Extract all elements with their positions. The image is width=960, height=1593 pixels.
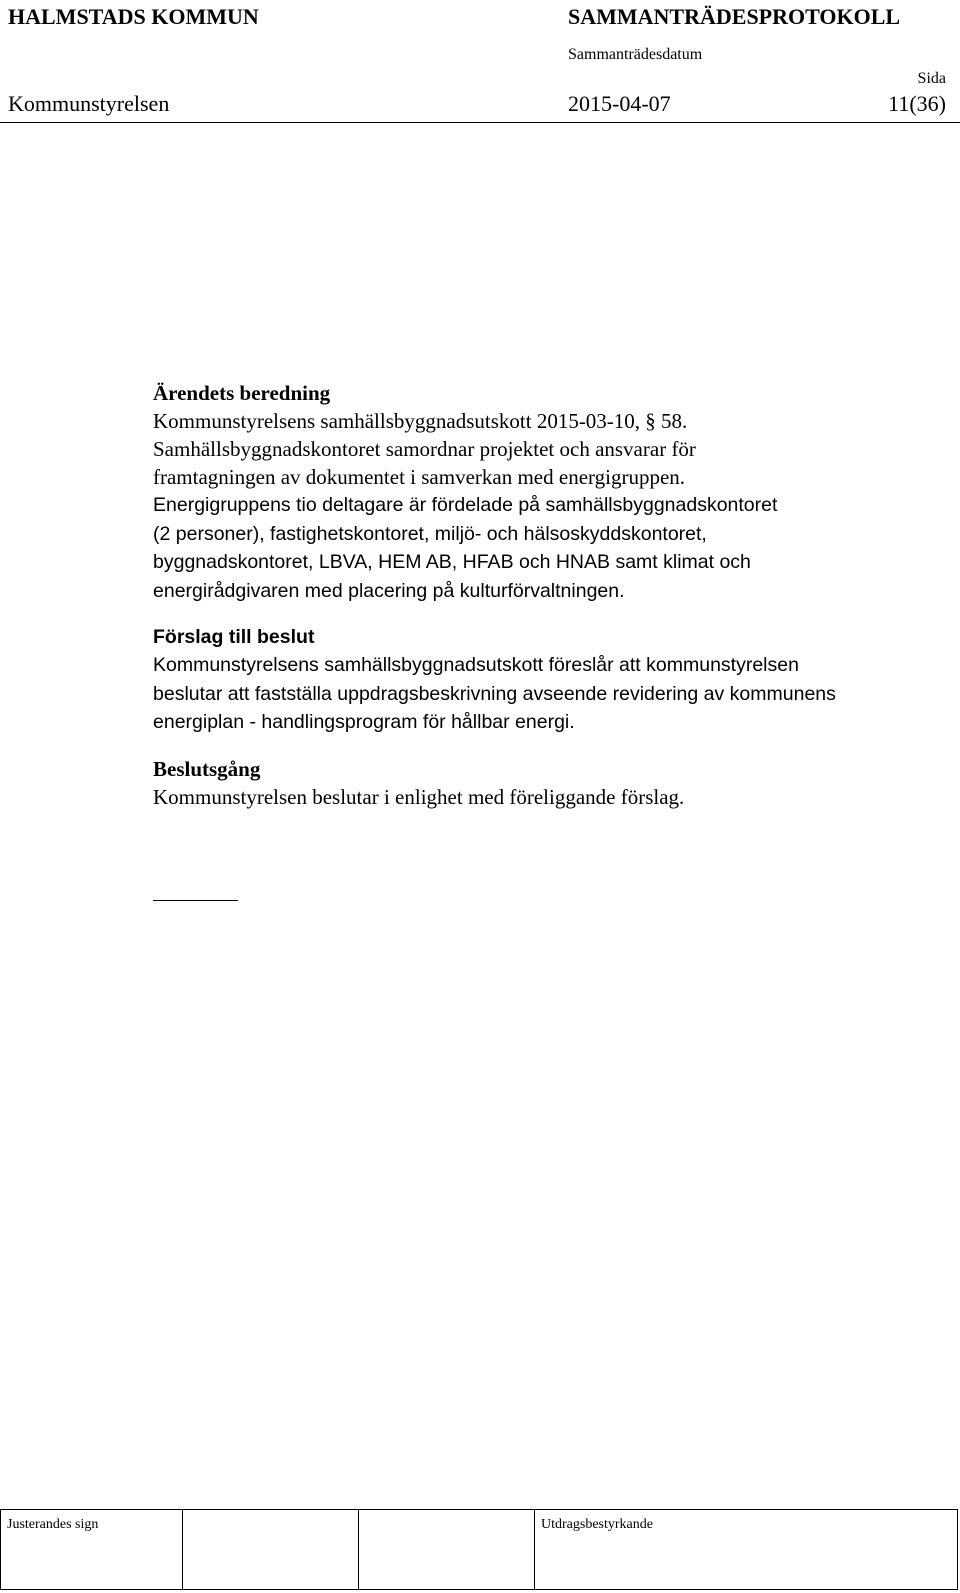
energy-group-line: energirådgivaren med placering på kulturförvaltningen. [153, 579, 625, 602]
proposal-section [153, 623, 953, 737]
extract-certification-cell [535, 1510, 957, 1589]
page-label: Sida [917, 70, 946, 87]
document-body [153, 379, 953, 811]
preparation-line: Kommunstyrelsens samhällsbyggnadsutskott 2015-03-10, § 58. [153, 409, 688, 433]
proposal-line: energiplan - handlingsprogram för hållbar energi. [153, 711, 575, 733]
signature-footer [0, 1509, 958, 1590]
header-divider [0, 122, 960, 123]
committee-name: Kommunstyrelsen [8, 91, 170, 116]
document-type: SAMMANTRÄDESPROTOKOLL [568, 4, 901, 29]
decision-heading: Beslutsgång [153, 756, 261, 781]
preparation-line: Samhällsbyggnadskontoret samordnar projektet och ansvarar för [153, 437, 696, 461]
preparation-heading: Ärendets beredning [153, 381, 331, 405]
extract-certification-label: Utdragsbestyrkande [541, 1517, 653, 1532]
decision-line: Kommunstyrelsen beslutar i enlighet med föreliggande förslag. [153, 784, 685, 809]
decision-section [153, 755, 953, 811]
preparation-section [153, 379, 953, 605]
signature-cell [183, 1510, 359, 1589]
adjuster-sign-cell [1, 1510, 183, 1589]
meeting-date-label: Sammanträdesdatum [568, 46, 703, 63]
proposal-line: beslutar att fastställa uppdragsbeskrivning avseende revidering av kommunens [153, 682, 836, 705]
proposal-line: Kommunstyrelsens samhällsbyggnadsutskott föreslår att kommunstyrelsen [153, 654, 799, 676]
preparation-line: framtagningen av dokumentet i samverkan med energigruppen. [153, 465, 686, 489]
signature-cell [359, 1510, 535, 1589]
section-end-rule [153, 900, 238, 901]
adjuster-sign-label: Justerandes sign [7, 1517, 99, 1532]
page-number: 11(36) [888, 91, 946, 116]
meeting-date: 2015-04-07 [568, 91, 671, 116]
proposal-heading: Förslag till beslut [153, 626, 315, 648]
energy-group-line: byggnadskontoret, LBVA, HEM AB, HFAB och HNAB samt klimat och [153, 551, 751, 573]
energy-group-line: (2 personer), fastighetskontoret, miljö- och hälsoskyddskontoret, [153, 522, 707, 545]
energy-group-line: Energigruppens tio deltagare är fördelade på samhällsbyggnadskontoret [153, 494, 778, 516]
organization-name: HALMSTADS KOMMUN [8, 4, 259, 29]
